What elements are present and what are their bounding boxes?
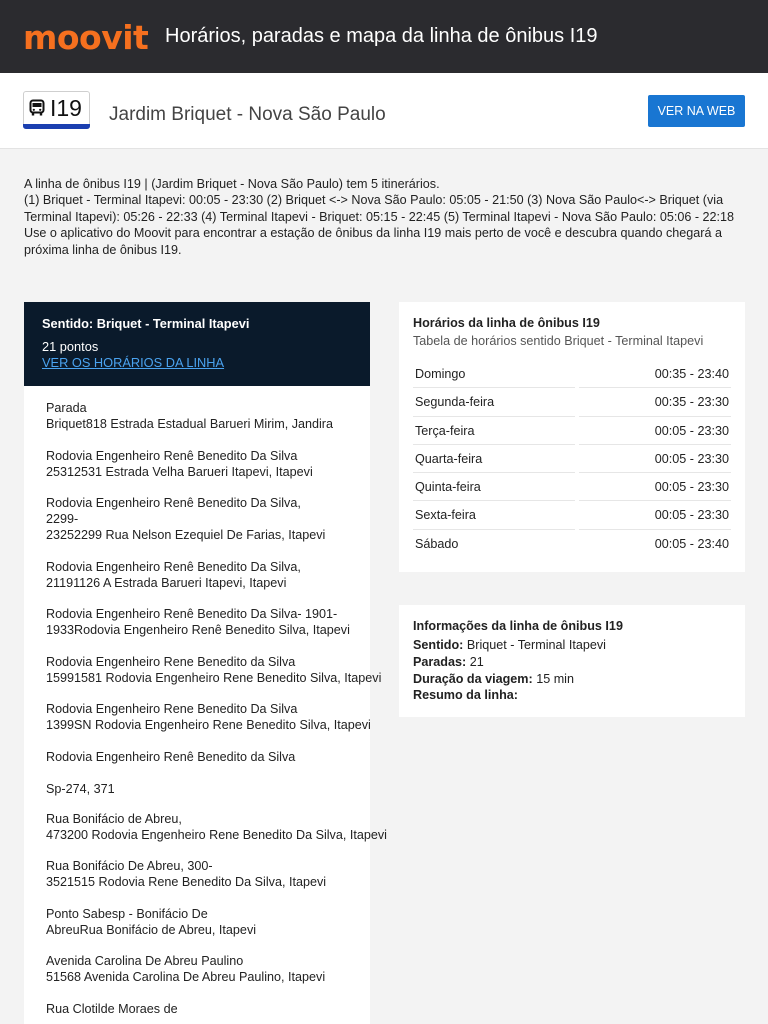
stop-list	[24, 386, 387, 1024]
schedule-day: Quinta-feira	[415, 480, 481, 495]
info-direction-label: Sentido:	[413, 638, 464, 652]
schedule-card	[399, 302, 745, 572]
schedule-day: Domingo	[415, 367, 466, 381]
schedule-hours: 00:05 - 23:40	[654, 536, 729, 551]
stop-item[interactable]: Rodovia Engenheiro Renê Benedito Da Silva, 2299- 23252299 Rua Nelson Ezequiel De Farias, Itapevi	[46, 496, 326, 543]
stop-item[interactable]: Rodovia Engenheiro Rene Benedito da Silva 15991581 Rodovia Engenheiro Rene Benedito Silva, Itapevi	[46, 655, 382, 686]
schedule-day: Terça-feira	[415, 423, 475, 438]
schedule-hours: 00:05 - 23:30	[654, 480, 729, 495]
info-stops-value: 21	[469, 655, 484, 669]
description-summary: A linha de ônibus I19 | (Jardim Briquet - Nova São Paulo) tem 5 itinerários.	[24, 177, 440, 191]
schedule-row	[413, 360, 731, 388]
stop-item[interactable]: Ponto Sabesp - Bonifácio De AbreuRua Bonifácio de Abreu, Itapevi	[46, 907, 257, 938]
view-schedule-link[interactable]: VER OS HORÁRIOS DA LINHA	[42, 355, 225, 370]
description-itineraries: (1) Briquet - Terminal Itapevi: 00:05 - 23:30 (2) Briquet <-> Nova São Paulo: 05:05 - 21:50 (3) Nova São Paulo<-> Briquet (via Terminal Itapevi): 05:26 - 22:33 (4) Terminal Itapevi - Briquet: 05:15 - 22:45 (5) Terminal Itapevi - Nova São Paulo: 05:06 - 22:18	[24, 193, 735, 224]
stop-item[interactable]: Rua Bonifácio De Abreu, 300- 3521515 Rodovia Rene Benedito Da Silva, Itapevi	[46, 859, 327, 890]
info-duration	[413, 672, 574, 686]
route-name: Jardim Briquet - Nova São Paulo	[109, 104, 386, 125]
schedule-row	[413, 530, 731, 558]
stop-item[interactable]: Rodovia Engenheiro Renê Benedito Da Silva- 1901- 1933Rodovia Engenheiro Renê Benedito Silva, Itapevi	[46, 607, 350, 638]
schedule-day: Quarta-feira	[415, 451, 483, 466]
stop-item[interactable]: Avenida Carolina De Abreu Paulino 51568 Avenida Carolina De Abreu Paulino, Itapevi	[46, 954, 326, 985]
info-summary-label: Resumo da linha:	[413, 688, 518, 702]
line-color-stripe	[23, 124, 90, 129]
schedule-table	[413, 360, 731, 558]
schedule-row	[413, 501, 731, 529]
line-badge	[23, 91, 90, 129]
schedule-subtitle: Tabela de horários sentido Briquet - Terminal Itapevi	[413, 334, 704, 348]
stop-item[interactable]: Rodovia Engenheiro Rene Benedito Da Silva 1399SN Rodovia Engenheiro Rene Benedito Silva, Itapevi	[46, 702, 371, 733]
schedule-row	[413, 388, 731, 416]
info-stops-label: Paradas:	[413, 655, 467, 669]
stop-item[interactable]: Rodovia Engenheiro Renê Benedito Da Silva 25312531 Estrada Velha Barueri Itapevi, Itapevi	[46, 449, 313, 480]
moovit-logo[interactable]: moovit	[23, 18, 149, 57]
line-code: I19	[50, 95, 82, 121]
schedule-hours: 00:05 - 23:30	[654, 508, 729, 523]
line-header	[0, 73, 768, 149]
line-info-card	[399, 605, 745, 717]
view-web-button[interactable]: VER NA WEB	[648, 95, 745, 127]
stop-count: 21 pontos	[42, 339, 99, 354]
info-duration-value: 15 min	[536, 672, 574, 686]
info-direction-value: Briquet - Terminal Itapevi	[466, 638, 606, 652]
page-title: Horários, paradas e mapa da linha de ônibus I19	[165, 25, 598, 47]
stop-item[interactable]: Rua Clotilde Moraes de	[46, 1002, 178, 1016]
schedule-hours: 00:05 - 23:30	[654, 423, 729, 438]
info-direction	[413, 638, 606, 652]
line-description	[24, 176, 746, 258]
description-app-promo: Use o aplicativo do Moovit para encontrar a estação de ônibus da linha I19 mais perto de você e descubra quando chegará a próxima linha de ônibus I19.	[24, 226, 722, 257]
schedule-row	[413, 473, 731, 501]
bus-icon	[29, 99, 45, 117]
stop-item[interactable]: Rodovia Engenheiro Renê Benedito da Silva	[46, 750, 296, 764]
info-summary	[413, 688, 518, 702]
schedule-day: Sexta-feira	[415, 508, 476, 523]
top-bar	[0, 0, 768, 73]
info-duration-label: Duração da viagem:	[413, 672, 533, 686]
schedule-day: Sábado	[415, 536, 459, 551]
direction-title: Sentido: Briquet - Terminal Itapevi	[42, 316, 250, 331]
schedule-hours: 00:35 - 23:40	[654, 367, 729, 381]
schedule-day: Segunda-feira	[415, 395, 495, 410]
stop-item[interactable]: Sp-274, 371	[46, 782, 115, 796]
stop-item[interactable]: Rua Bonifácio de Abreu, 473200 Rodovia Engenheiro Rene Benedito Da Silva, Itapevi	[46, 812, 387, 843]
stop-item[interactable]: Rodovia Engenheiro Renê Benedito Da Silva, 21191126 A Estrada Barueri Itapevi, Itapevi	[46, 560, 301, 591]
info-title: Informações da linha de ônibus I19	[413, 619, 623, 633]
schedule-hours: 00:35 - 23:30	[654, 395, 729, 410]
schedule-title: Horários da linha de ônibus I19	[413, 316, 600, 330]
stop-item[interactable]: Parada Briquet818 Estrada Estadual Barueri Mirim, Jandira	[46, 401, 333, 432]
info-stops	[413, 655, 484, 669]
schedule-row	[413, 445, 731, 473]
schedule-hours: 00:05 - 23:30	[654, 451, 729, 466]
direction-header	[24, 302, 370, 386]
schedule-row	[413, 417, 731, 445]
